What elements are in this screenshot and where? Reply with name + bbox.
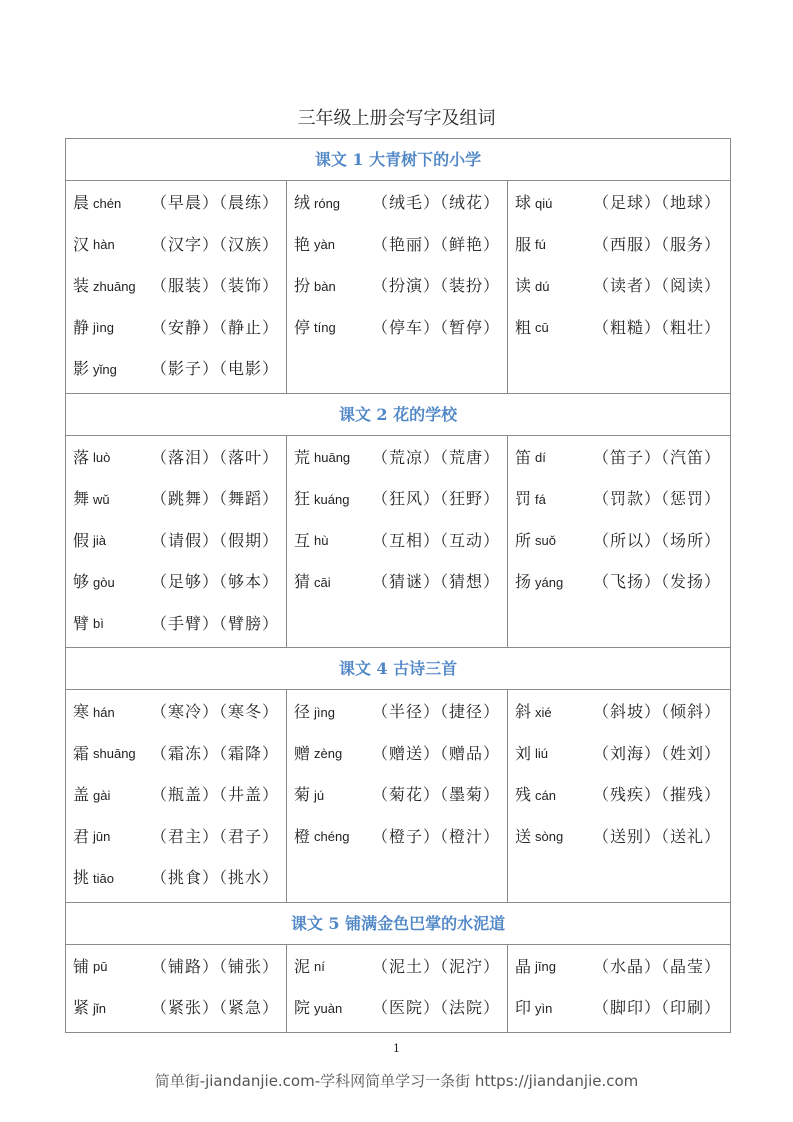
character: 扬 <box>515 572 532 592</box>
character: 泥 <box>294 956 311 976</box>
character: 盖 <box>73 785 90 805</box>
word-groups: （互相）（互动） <box>372 530 501 550</box>
character: 影 <box>73 359 90 379</box>
word-entry <box>73 945 286 987</box>
word-groups: （足球）（地球） <box>593 193 722 213</box>
character: 斜 <box>515 702 532 722</box>
word-entry <box>73 519 286 561</box>
pinyin: jú <box>314 787 325 803</box>
word-groups: （所以）（场所） <box>593 530 722 550</box>
character: 晶 <box>515 956 532 976</box>
word-entry <box>73 306 286 348</box>
word-groups: （半径）（捷径） <box>372 702 501 722</box>
word-column <box>66 945 287 1032</box>
character: 猜 <box>294 572 311 592</box>
word-entry <box>294 560 507 602</box>
word-groups: （扮演）（装扮） <box>372 276 501 296</box>
word-groups: （早晨）（晨练） <box>151 193 280 213</box>
character: 狂 <box>294 489 311 509</box>
word-groups: （手臂）（臂膀） <box>151 613 280 633</box>
pinyin: róng <box>314 195 341 211</box>
word-entry <box>515 815 729 857</box>
character: 艳 <box>294 234 311 254</box>
pinyin: jìng <box>314 704 335 720</box>
pinyin: hù <box>314 533 329 549</box>
character: 院 <box>294 998 311 1018</box>
word-entry <box>73 602 286 644</box>
pinyin: yǐng <box>93 361 117 377</box>
word-groups: （霜冻）（霜降） <box>151 743 280 763</box>
pinyin: jǐn <box>93 1000 107 1016</box>
pinyin: bàn <box>314 278 336 294</box>
character: 紧 <box>73 998 90 1018</box>
word-groups: （赠送）（赠品） <box>372 743 501 763</box>
word-groups: （汉字）（汉族） <box>151 234 280 254</box>
character: 汉 <box>73 234 90 254</box>
word-groups: （影子）（电影） <box>151 359 280 379</box>
section-body <box>66 690 730 903</box>
word-groups: （送别）（送礼） <box>593 826 722 846</box>
word-groups: （飞扬）（发扬） <box>593 572 722 592</box>
word-entry <box>73 436 286 478</box>
character: 绒 <box>294 193 311 213</box>
word-entry <box>73 690 286 732</box>
pinyin: cāi <box>314 574 331 590</box>
word-groups: （服装）（装饰） <box>151 276 280 296</box>
word-column <box>508 945 729 1032</box>
pinyin: jīng <box>535 959 556 975</box>
word-entry <box>73 732 286 774</box>
word-entry <box>515 773 729 815</box>
character: 够 <box>73 572 90 592</box>
character: 赠 <box>294 743 311 763</box>
character: 假 <box>73 530 90 550</box>
word-column <box>66 436 287 648</box>
character: 晨 <box>73 193 90 213</box>
word-column <box>287 181 508 393</box>
character: 印 <box>515 998 532 1018</box>
pinyin: yìn <box>535 1000 553 1016</box>
word-groups: （刘海）（姓刘） <box>593 743 722 763</box>
word-groups: （寒冷）（寒冬） <box>151 702 280 722</box>
word-entry <box>294 436 507 478</box>
word-column <box>66 181 287 393</box>
pinyin: zhuāng <box>93 278 136 294</box>
pinyin: kuáng <box>314 491 350 507</box>
word-entry <box>294 690 507 732</box>
page-number: 1 <box>393 1042 400 1055</box>
character: 读 <box>515 276 532 296</box>
word-groups: （铺路）（铺张） <box>151 956 280 976</box>
pinyin: dí <box>535 450 546 466</box>
character: 刘 <box>515 743 532 763</box>
word-entry <box>73 560 286 602</box>
word-groups: （猜谜）（猜想） <box>372 572 501 592</box>
word-groups: （安静）（静止） <box>151 317 280 337</box>
pinyin: huāng <box>314 450 351 466</box>
word-entry <box>294 477 507 519</box>
word-entry <box>294 519 507 561</box>
pinyin: suǒ <box>535 533 556 549</box>
pinyin: cū <box>535 320 549 336</box>
pinyin: ní <box>314 959 325 975</box>
character: 寒 <box>73 702 90 722</box>
section-title: 课文 1 大青树下的小学 <box>66 139 730 181</box>
word-groups: （请假）（假期） <box>151 530 280 550</box>
pinyin: yàn <box>314 237 335 253</box>
word-entry <box>73 264 286 306</box>
word-groups: （罚款）（惩罚） <box>593 489 722 509</box>
character: 橙 <box>294 826 311 846</box>
character: 荒 <box>294 447 311 467</box>
section-title: 课文 4 古诗三首 <box>66 648 730 690</box>
character: 笛 <box>515 447 532 467</box>
word-entry <box>515 945 729 987</box>
word-groups: （君主）（君子） <box>151 826 280 846</box>
pinyin: wǔ <box>93 491 110 507</box>
character: 服 <box>515 234 532 254</box>
word-groups: （读者）（阅读） <box>593 276 722 296</box>
vocab-table <box>65 138 731 1033</box>
word-entry <box>73 181 286 223</box>
word-entry <box>515 223 729 265</box>
character: 互 <box>294 530 311 550</box>
word-entry <box>294 773 507 815</box>
character: 罚 <box>515 489 532 509</box>
pinyin: fú <box>535 237 546 253</box>
word-groups: （菊花）（墨菊） <box>372 785 501 805</box>
section-title: 课文 5 铺满金色巴掌的水泥道 <box>66 903 730 945</box>
pinyin: yuàn <box>314 1000 343 1016</box>
word-entry <box>515 264 729 306</box>
pinyin: yáng <box>535 574 564 590</box>
pinyin: gòu <box>93 574 115 590</box>
pinyin: pū <box>93 959 108 975</box>
pinyin: xié <box>535 704 552 720</box>
section-title: 课文 2 花的学校 <box>66 394 730 436</box>
character: 铺 <box>73 956 90 976</box>
footer-watermark: 简单街-jiandanjie.com-学科网简单学习一条街 https://jiandanjie.com <box>154 1072 639 1090</box>
word-entry <box>294 986 507 1028</box>
section-body <box>66 436 730 649</box>
word-column <box>287 945 508 1032</box>
word-entry <box>73 477 286 519</box>
character: 静 <box>73 317 90 337</box>
pinyin: bì <box>93 616 104 632</box>
pinyin: shuāng <box>93 746 136 762</box>
pinyin: tíng <box>314 320 336 336</box>
word-column <box>508 690 729 902</box>
word-groups: （落泪）（落叶） <box>151 447 280 467</box>
pinyin: liú <box>535 746 549 762</box>
word-entry <box>294 732 507 774</box>
character: 舞 <box>73 489 90 509</box>
word-entry <box>73 815 286 857</box>
word-entry <box>73 223 286 265</box>
word-groups: （笛子）（汽笛） <box>593 447 722 467</box>
word-groups: （粗糙）（粗壮） <box>593 317 722 337</box>
word-entry <box>73 856 286 898</box>
word-groups: （医院）（法院） <box>372 998 501 1018</box>
character: 送 <box>515 826 532 846</box>
character: 君 <box>73 826 90 846</box>
pinyin: fá <box>535 491 546 507</box>
word-entry <box>515 181 729 223</box>
word-groups: （水晶）（晶莹） <box>593 956 722 976</box>
character: 球 <box>515 193 532 213</box>
pinyin: chén <box>93 195 122 211</box>
section-body <box>66 945 730 1032</box>
word-groups: （停车）（暂停） <box>372 317 501 337</box>
character: 落 <box>73 447 90 467</box>
word-entry <box>515 690 729 732</box>
pinyin: luò <box>93 450 111 466</box>
pinyin: dú <box>535 278 550 294</box>
word-entry <box>73 773 286 815</box>
word-column <box>287 690 508 902</box>
word-column <box>508 436 729 648</box>
pinyin: hán <box>93 704 115 720</box>
word-entry <box>294 945 507 987</box>
word-entry <box>515 986 729 1028</box>
word-entry <box>73 347 286 389</box>
word-groups: （荒凉）（荒唐） <box>372 447 501 467</box>
word-column <box>508 181 729 393</box>
character: 霜 <box>73 743 90 763</box>
word-column <box>66 690 287 902</box>
character: 残 <box>515 785 532 805</box>
word-groups: （泥土）（泥泞） <box>372 956 501 976</box>
character: 径 <box>294 702 311 722</box>
pinyin: zèng <box>314 746 343 762</box>
word-entry <box>73 986 286 1028</box>
pinyin: chéng <box>314 829 350 845</box>
word-entry <box>294 264 507 306</box>
page-title: 三年级上册会写字及组词 <box>297 108 496 129</box>
word-groups: （瓶盖）（井盖） <box>151 785 280 805</box>
word-groups: （足够）（够本） <box>151 572 280 592</box>
word-entry <box>294 306 507 348</box>
character: 粗 <box>515 317 532 337</box>
word-groups: （紧张）（紧急） <box>151 998 280 1018</box>
pinyin: gài <box>93 787 111 803</box>
word-groups: （绒毛）（绒花） <box>372 193 501 213</box>
pinyin: cán <box>535 787 556 803</box>
word-entry <box>515 732 729 774</box>
character: 所 <box>515 530 532 550</box>
word-groups: （斜坡）（倾斜） <box>593 702 722 722</box>
character: 停 <box>294 317 311 337</box>
word-entry <box>515 306 729 348</box>
word-groups: （西服）（服务） <box>593 234 722 254</box>
word-groups: （狂风）（狂野） <box>372 489 501 509</box>
character: 挑 <box>73 868 90 888</box>
pinyin: jìng <box>93 320 114 336</box>
pinyin: tiāo <box>93 870 114 886</box>
character: 装 <box>73 276 90 296</box>
pinyin: qiú <box>535 195 553 211</box>
word-groups: （脚印）（印刷） <box>593 998 722 1018</box>
pinyin: sòng <box>535 829 564 845</box>
character: 臂 <box>73 613 90 633</box>
word-groups: （残疾）（摧残） <box>593 785 722 805</box>
word-entry <box>294 815 507 857</box>
word-entry <box>515 436 729 478</box>
word-groups: （跳舞）（舞蹈） <box>151 489 280 509</box>
word-column <box>287 436 508 648</box>
word-entry <box>515 560 729 602</box>
character: 菊 <box>294 785 311 805</box>
word-groups: （挑食）（挑水） <box>151 868 280 888</box>
character: 扮 <box>294 276 311 296</box>
word-groups: （艳丽）（鲜艳） <box>372 234 501 254</box>
word-entry <box>515 519 729 561</box>
word-entry <box>294 181 507 223</box>
word-entry <box>294 223 507 265</box>
pinyin: jià <box>93 533 107 549</box>
word-entry <box>515 477 729 519</box>
pinyin: jūn <box>93 829 111 845</box>
pinyin: hàn <box>93 237 115 253</box>
section-body <box>66 181 730 394</box>
word-groups: （橙子）（橙汁） <box>372 826 501 846</box>
